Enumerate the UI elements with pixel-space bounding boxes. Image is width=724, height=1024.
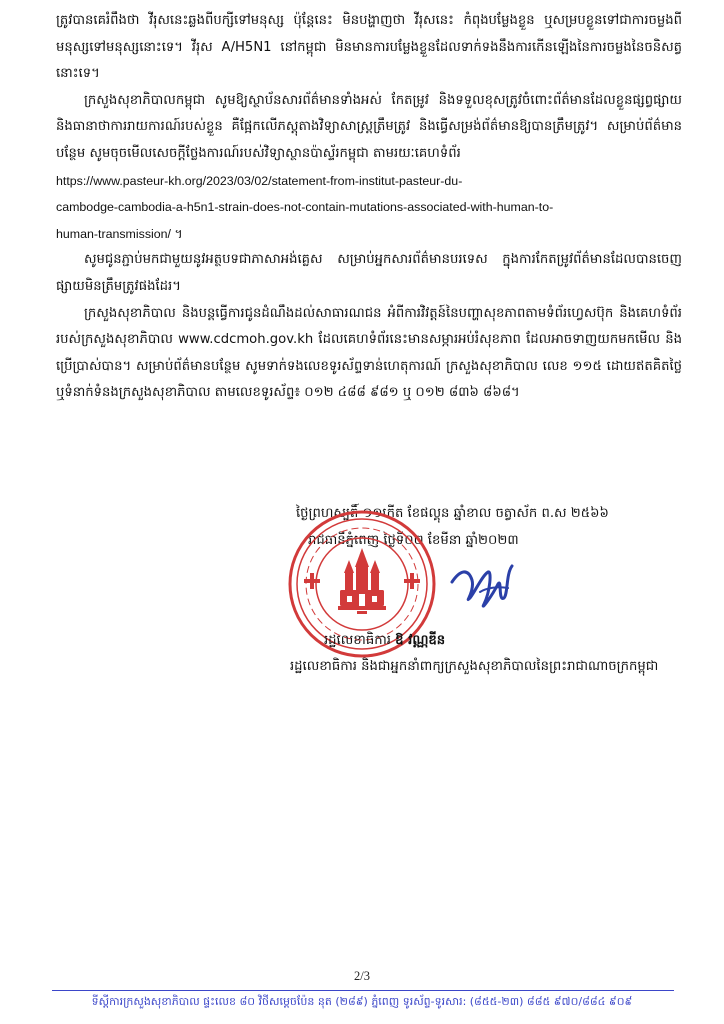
date-solar: រាជធានីភ្នំពេញ ថ្ងៃទី០២ ខែមីនា ឆ្នាំ២០២៣ [308, 533, 519, 548]
paragraph-4: ក្រសួងសុខាភិបាល និងបន្តធ្វើការជូនដំណឹងដល់សាធារណជន អំពីការវិវត្តន៍នៃបញ្ហាសុខភាពតាមទំព័រហ្វេសប៊ុក និងគេហទំព័ររបស់ក្រសួងសុខាភិបាល www.cdcmoh.gov.kh ដែលគេហទំព័រនេះមានសម្ភារអប់រំសុខភាព ដែលអាចទាញយកមកមើល និងប្រើប្រាស់បាន។ សម្រាប់ព័ត៌មានបន្ថែម សូមទាក់ទងលេខទូរស័ព្ទទាន់ហេតុការណ៍ ក្រសួងសុខាភិបាល លេខ ១១៥ ដោយឥតគិតថ្លៃ ឬទំនាក់ទំនងក្រសួងសុខាភិបាល តាមលេខទូរស័ព្ទ៖ ០១២ ៤៨៨ ៩៨១ ឬ ០១២ ៨៣៦ ៨៦៨។ [56, 305, 682, 401]
document-body [56, 8, 682, 407]
handwritten-signature-icon [446, 552, 536, 618]
signer-title: រដ្ឋលេខាធិការ [324, 633, 391, 648]
date-lunar: ថ្ងៃព្រហស្បតិ៍ ១១កើត ខែផល្គុន ឆ្នាំខាល ចត្វាស័ក ព.ស ២៥៦៦ [296, 506, 609, 521]
signer-block [290, 628, 710, 680]
signer-line [290, 628, 710, 654]
url-line-2[interactable]: cambodge-cambodia-a-h5n1-strain-does-not-contain-mutations-associated-with-human-to- [56, 200, 554, 215]
footer-address: ទីស្តីការក្រសួងសុខាភិបាល ផ្ទះលេខ ៨០ វិថីសម្តេចប៉ែន នុត (២៨៩) ភ្នំពេញ ទូរស័ព្ទ-ទូរសារ: (៨៥៥-២៣) ៨៨៥ ៩៧០/៨៨៤ ៩០៩ [91, 995, 633, 1008]
paragraph-2: ក្រសួងសុខាភិបាលកម្ពុជា សូមឱ្យស្ថាប័នសារព័ត៌មានទាំងអស់ កែតម្រូវ និងទទួលខុសត្រូវចំពោះព័ត៌មានដែលខ្លួនផ្សព្វផ្សាយ និងធានាថាការរាយការណ៍របស់ខ្លួន គឺផ្អែកលើភស្តុតាងវិទ្យាសាស្ត្រត្រឹមត្រូវ និងធ្វើសម្រង់ព័ត៌មានឱ្យបានត្រឹមត្រូវ។ សម្រាប់ព័ត៌មានបន្ថែម សូមចុចមើលសេចក្តីថ្លែងការណ៍របស់វិទ្យាស្ថានប៉ាស្ទ័រកម្ពុជា តាមរយៈគេហទំព័រ [56, 92, 682, 161]
paragraph-1: ត្រូវបានគេរំពឹងថា វីរុសនេះឆ្លងពីបក្សីទៅមនុស្ស ប៉ុន្តែនេះ មិនបង្ហាញថា វីរុសនេះ កំពុងបម្លែងខ្លួន ឬសម្របខ្លួនទៅជាការចម្លងពីមនុស្សទៅមនុស្សនោះទេ។ វីរុស A/H5N1 នៅកម្ពុជា មិនមានការបម្លែងខ្លួនដែលទាក់ទងនឹងការកើនឡើងនៃការចម្លងនៃចនិសត្វនោះទេ។ [56, 13, 682, 82]
signer-name: ឱ វណ្ណឌីន [395, 633, 446, 648]
page-number: 2/3 [354, 969, 370, 983]
footer-divider [52, 990, 674, 991]
url-line-1[interactable]: https://www.pasteur-kh.org/2023/03/02/statement-from-institut-pasteur-du- [56, 173, 463, 188]
signer-role: រដ្ឋលេខាធិការ និងជាអ្នកនាំពាក្យក្រសួងសុខាភិបាលនៃព្រះរាជាណាចក្រកម្ពុជា [290, 659, 659, 674]
url-line-3[interactable]: human-transmission/ ។ [56, 226, 183, 241]
paragraph-3: សូមជូនភ្ជាប់មកជាមួយនូវអត្ថបទជាភាសាអង់គ្លេស សម្រាប់អ្នកសារព័ត៌មានបរទេស ក្នុងការកែតម្រូវព័ត៌មានដែលបានចេញផ្សាយមិនត្រឹមត្រូវផងដែរ។ [56, 252, 682, 294]
